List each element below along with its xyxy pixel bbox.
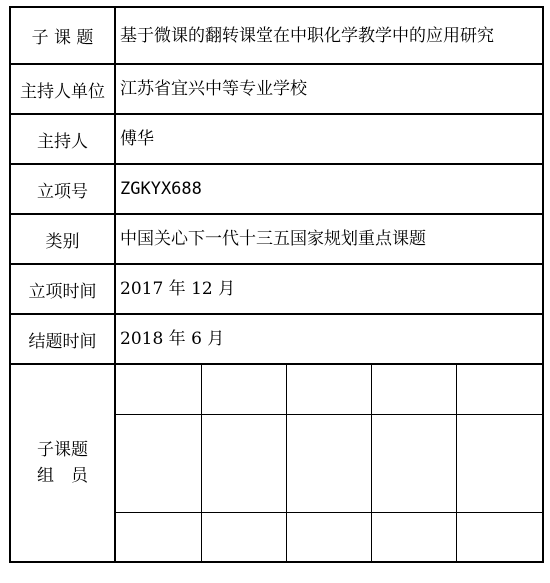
member-cell[interactable] <box>372 512 457 561</box>
category-label: 类别 <box>10 214 115 264</box>
approval-date-value: 2017 年 12 月 <box>115 264 543 314</box>
category-value: 中国关心下一代十三五国家规划重点课题 <box>115 214 543 264</box>
member-cell[interactable] <box>372 414 457 512</box>
subproject-label: 子 课 题 <box>10 7 115 64</box>
subproject-row <box>10 7 543 64</box>
member-cell[interactable] <box>201 512 286 561</box>
member-cell[interactable] <box>457 414 542 512</box>
members-grid-cell <box>115 364 543 562</box>
host-unit-label: 主持人单位 <box>10 64 115 114</box>
member-cell[interactable] <box>457 512 542 561</box>
member-cell[interactable] <box>286 414 371 512</box>
host-person-row <box>10 114 543 164</box>
members-grid-row <box>116 512 542 561</box>
member-cell[interactable] <box>201 365 286 414</box>
approval-date-row <box>10 264 543 314</box>
project-number-value: ZGKYX688 <box>115 164 543 214</box>
subproject-title: 基于微课的翻转课堂在中职化学教学中的应用研究 <box>115 7 543 64</box>
members-grid-row <box>116 414 542 512</box>
members-grid-row <box>116 365 542 414</box>
member-cell[interactable] <box>286 512 371 561</box>
project-number-label: 立项号 <box>10 164 115 214</box>
project-info-form <box>9 6 544 563</box>
host-person-value: 傅华 <box>115 114 543 164</box>
completion-date-row <box>10 314 543 364</box>
host-unit-row <box>10 64 543 114</box>
host-unit-value: 江苏省宜兴中等专业学校 <box>115 64 543 114</box>
members-row <box>10 364 543 562</box>
project-number-row <box>10 164 543 214</box>
member-cell[interactable] <box>116 365 201 414</box>
members-grid <box>116 365 542 561</box>
members-label-line1: 子课题 <box>37 440 88 460</box>
member-cell[interactable] <box>286 365 371 414</box>
member-cell[interactable] <box>116 512 201 561</box>
member-cell[interactable] <box>201 414 286 512</box>
member-cell[interactable] <box>457 365 542 414</box>
category-row <box>10 214 543 264</box>
member-cell[interactable] <box>116 414 201 512</box>
completion-date-value: 2018 年 6 月 <box>115 314 543 364</box>
approval-date-label: 立项时间 <box>10 264 115 314</box>
completion-date-label: 结题时间 <box>10 314 115 364</box>
members-label-line2: 组 员 <box>37 466 88 486</box>
member-cell[interactable] <box>372 365 457 414</box>
members-label <box>10 364 115 562</box>
host-person-label: 主持人 <box>10 114 115 164</box>
